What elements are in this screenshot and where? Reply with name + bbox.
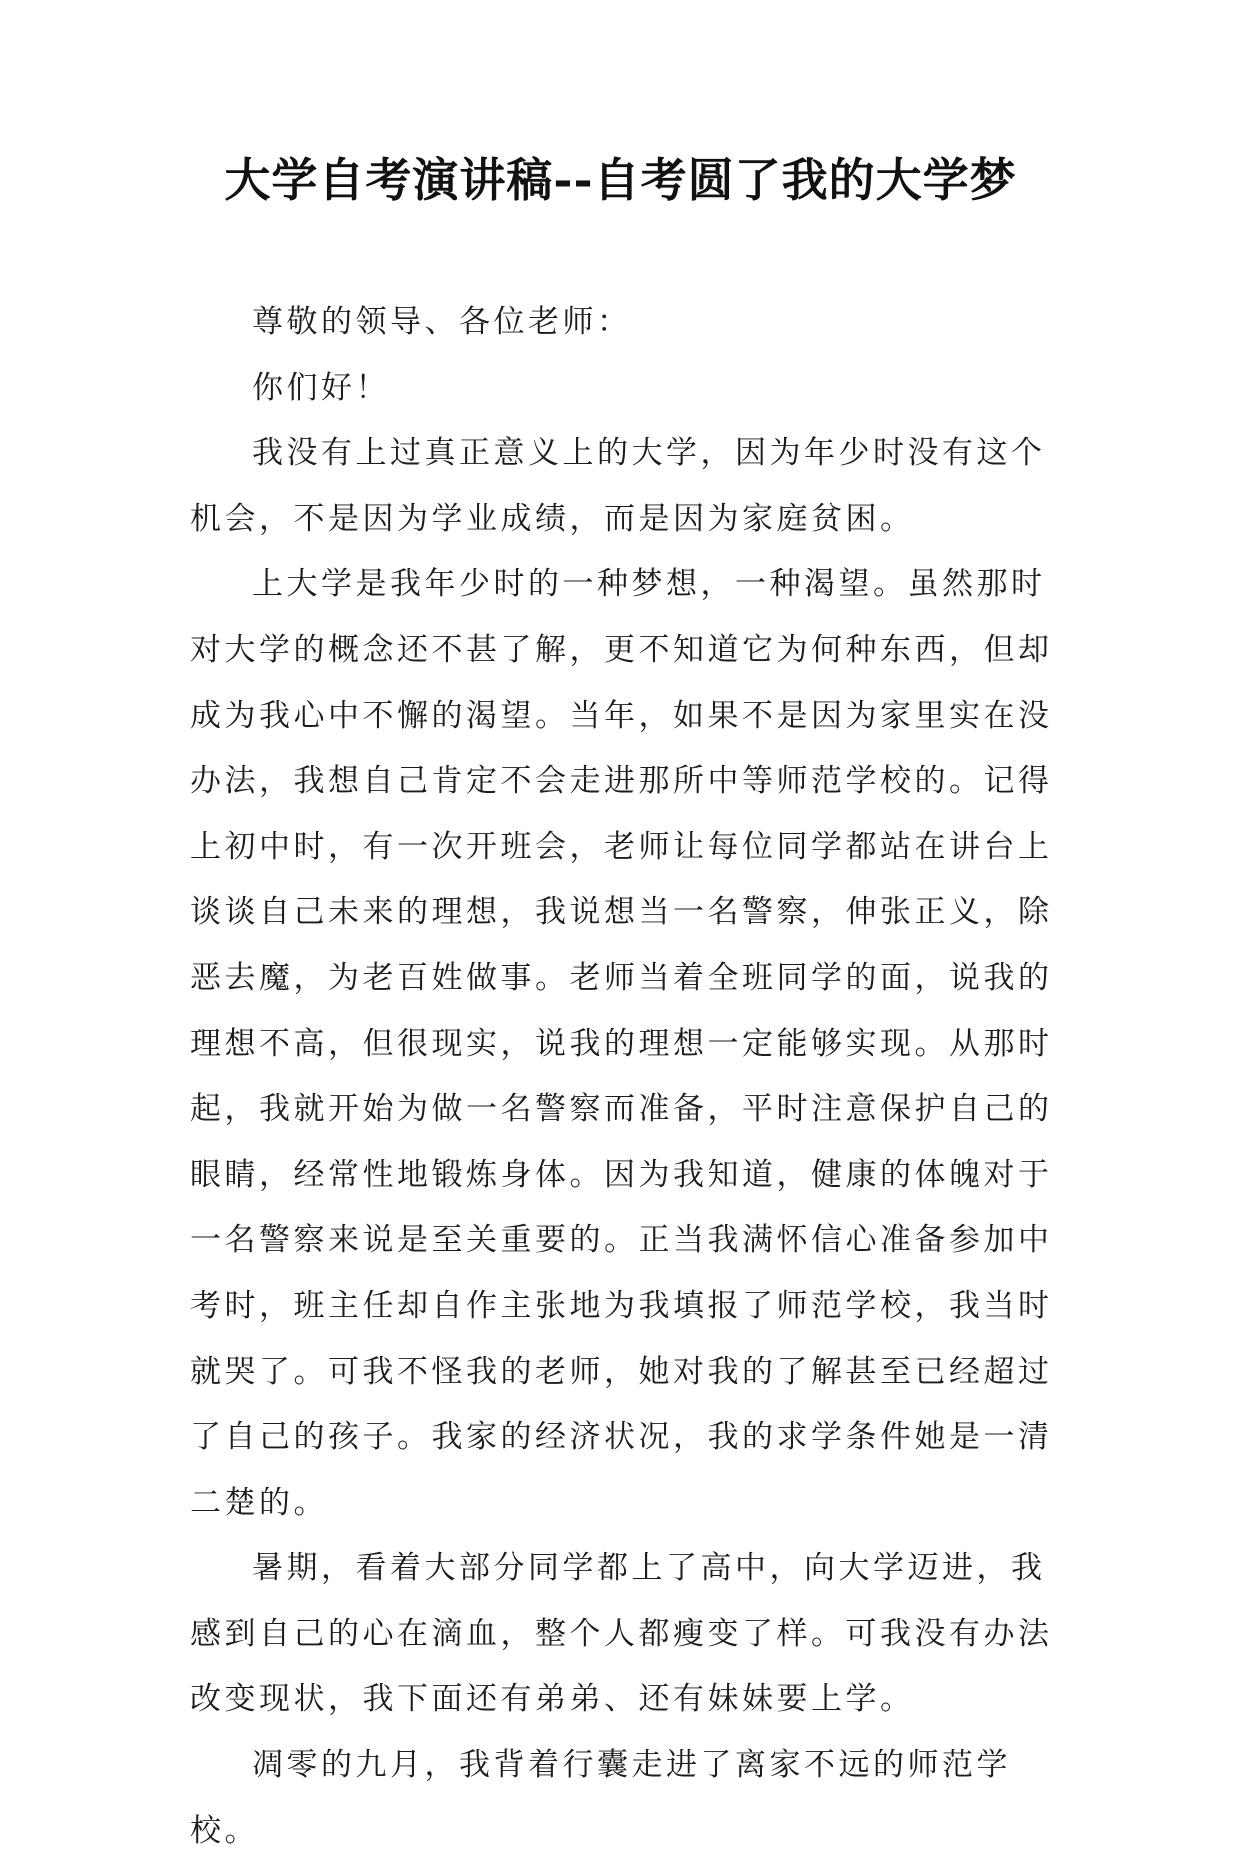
body-paragraph: 凋零的九月，我背着行囊走进了离家不远的师范学校。 — [190, 1747, 1011, 1849]
body-paragraph: 暑期，看着大部分同学都上了高中，向大学迈进，我感到自己的心在滴血，整个人都瘦变了样。可我没有办法改变现状，我下面还有弟弟、还有妹妹要上学。 — [190, 1550, 1053, 1718]
salutation-paragraph: 尊敬的领导、各位老师： — [252, 304, 632, 340]
greeting-paragraph: 你们好！ — [252, 369, 390, 406]
document-body — [190, 290, 1060, 1864]
document-title: 大学自考演讲稿--自考圆了我的大学梦 — [224, 153, 1017, 207]
body-paragraph: 我没有上过真正意义上的大学，因为年少时没有这个机会，不是因为学业成绩，而是因为家庭贫困。 — [190, 435, 1046, 537]
body-paragraph: 上大学是我年少时的一种梦想，一种渴望。虽然那时对大学的概念还不甚了解，更不知道它为何种东西，但却成为我心中不懈的渴望。当年，如果不是因为家里实在没办法，我想自己肯定不会走进那所中等师范学校的。记得上初中时，有一次开班会，老师让每位同学都站在讲台上谈谈自己未来的理想，我说想当一名警察，伸张正义，除恶去魔，为老百姓做事。老师当着全班同学的面，说我的理想不高，但很现实，说我的理想一定能够实现。从那时起，我就开始为做一名警察而准备，平时注意保护自己的眼睛，经常性地锻炼身体。因为我知道，健康的体魄对于一名警察来说是至关重要的。正当我满怀信心准备参加中考时，班主任却自作主张地为我填报了师范学校，我当时就哭了。可我不怪我的老师，她对我的了解甚至已经超过了自己的孩子。我家的经济状况，我的求学条件她是一清二楚的。 — [190, 566, 1053, 1521]
